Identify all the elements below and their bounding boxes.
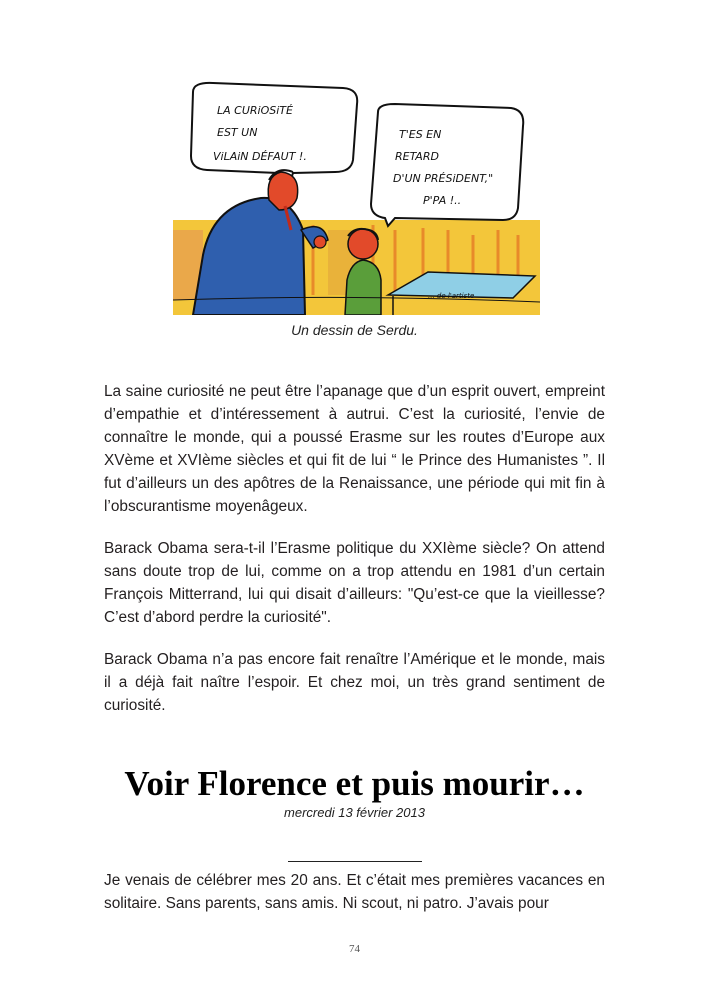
bubble-right-line-4: P'PA !.. bbox=[423, 194, 462, 207]
paragraph-3: Barack Obama n’a pas encore fait renaître l’Amérique et le monde, mais il a déjà fait naître l’espoir. Et chez moi, un très grand sentiment de curiosité. bbox=[104, 651, 605, 714]
paragraph-1: La saine curiosité ne peut être l’apanage que d’un esprit ouvert, empreint d’empathie et d’intéressement à autrui. C’est la curiosité, l’envie de connaître le monde, qui a poussé Erasme sur les routes d’Europe aux XVème et XVIème siècles et qui fit de lui “ le Prince des Humanistes ”. Il fut d’ailleurs un des apôtres de la Renaissance, une période qui mit fin à l’obscurantisme moyenâgeux. bbox=[104, 383, 605, 515]
bubble-left-line-1: LA CURiOSiTÉ bbox=[217, 104, 293, 117]
bubble-right-line-3: D'UN PRÉSiDENT," bbox=[393, 172, 494, 185]
bubble-right-line-2: RETARD bbox=[395, 150, 439, 163]
chapter-date: mercredi 13 février 2013 bbox=[284, 805, 425, 820]
bubble-left-line-2: EST UN bbox=[217, 126, 258, 139]
bubble-left-line-3: ViLAiN DÉFAUT !. bbox=[213, 150, 307, 163]
artist-signature: ... de l'artiste bbox=[428, 292, 475, 300]
section-divider bbox=[288, 861, 422, 862]
bubble-right-line-1: T'ES EN bbox=[399, 128, 442, 141]
paragraph-2: Barack Obama sera-t-il l’Erasme politique du XXIème siècle? On attend sans doute trop de lui, comme on a trop attendu en 1981 d’un certain François Mitterrand, lui qui disait d’ailleurs: "Qu’est-ce que la vieillesse? C’est d’abord perdre la curiosité". bbox=[104, 540, 605, 626]
figure-caption: Un dessin de Serdu. bbox=[291, 322, 418, 338]
page-number: 74 bbox=[349, 943, 360, 955]
chapter-opening-paragraph: Je venais de célébrer mes 20 ans. Et c’était mes premières vacances en solitaire. Sans parents, sans amis. Ni scout, ni patro. J’avais pour bbox=[104, 872, 605, 912]
chapter-title: Voir Florence et puis mourir… bbox=[124, 764, 585, 803]
cartoon-illustration bbox=[173, 80, 540, 315]
